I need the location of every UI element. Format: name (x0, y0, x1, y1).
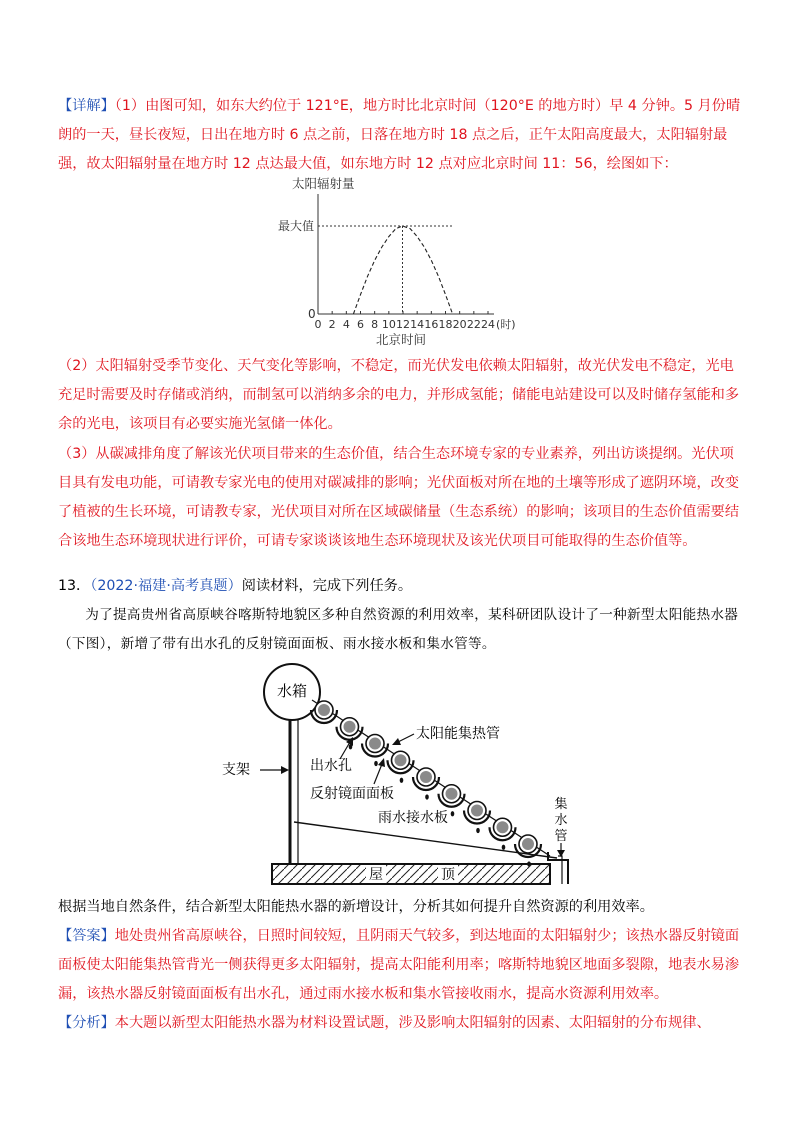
x-tick-label: 18 (438, 318, 453, 331)
x-tick-label: 12 (396, 318, 410, 331)
question-material: 为了提高贵州省高原峡谷喀斯特地貌区多种自然资源的利用效率，某科研团队设计了一种新型太阳能热水器（下图），新增了带有出水孔的反射镜面面板、雨水接水板和集水管等。 (58, 607, 739, 652)
collector-tube (413, 768, 439, 800)
roof-label-2: 顶 (441, 867, 455, 883)
solar-radiation-chart (272, 172, 532, 354)
mirror-panel-label: 反射镜面面板 (310, 786, 394, 802)
question-source: （2022·福建·高考真题） (90, 578, 242, 594)
x-unit-label: (时) (496, 318, 516, 331)
stand-label: 支架 (222, 762, 250, 778)
question-task: 根据当地自然条件，结合新型太阳能热水器的新增设计，分析其如何提升自然资源的利用效率。 (58, 899, 654, 915)
water-drop (476, 828, 480, 833)
x-tick-label: 6 (357, 318, 364, 331)
y-tick-label-max: 最大值 (278, 219, 315, 233)
collector-tube-label: 太阳能集热管 (416, 726, 500, 742)
water-drop (400, 778, 404, 783)
question-prompt: 阅读材料，完成下列任务。 (241, 578, 413, 594)
answer-tag: 【答案】 (58, 928, 115, 944)
x-tick-label: 2 (328, 318, 336, 331)
rain-board-label: 雨水接水板 (378, 810, 448, 826)
analysis-text: 本大题以新型太阳能热水器为材料设置试题，涉及影响太阳辐射的因素、太阳辐射的分布规律、 (114, 1015, 711, 1031)
pipe-label-3: 管 (554, 829, 568, 844)
chart-ylabel: 太阳辐射量 (292, 176, 355, 191)
x-tick-label: 8 (371, 318, 379, 331)
x-tick-label: 0 (314, 318, 322, 331)
roof-label-1: 屋 (369, 867, 383, 883)
detail-text-1: （1）由图可知，如东大约位于 121°E，地方时比北京时间（120°E 的地方时）早 4 分钟。5 月份晴朗的一天，昼长夜短，日出在地方时 6 点之前，日落在地方时 18 点之后，正午太阳高度最大，太阳辐射最强，故太阳辐射量在地方时 12 点达最大值，如东地方时 12 点对应北京时间 11：56，绘图如下： (58, 98, 741, 172)
detail-paragraph-2: （2）太阳辐射受季节变化、天气变化等影响，不稳定，而光伏发电依赖太阳辐射，故光伏发电不稳定，光电充足时需要及时存储或消纳，而制氢可以消纳多余的电力，并形成氢能；储能电站建设可以及时储存氢能和多余的光电，该项目有必要实施光氢储一体化。 (58, 358, 740, 432)
solar-water-heater-diagram (212, 662, 580, 892)
water-drop (425, 794, 429, 799)
x-tick-label: 22 (466, 318, 481, 331)
detail-tag: 【详解】 (58, 98, 115, 114)
mirror-panel-arrow (374, 764, 382, 784)
pipe-label-1: 集 (554, 797, 568, 812)
x-tick-label: 10 (381, 318, 396, 331)
answer-paragraph (58, 922, 748, 1009)
collector-tube (337, 718, 363, 750)
pipe-label-2: 水 (554, 813, 568, 828)
analysis-paragraph (58, 1009, 748, 1038)
question-header (58, 572, 748, 601)
x-tick-label: 20 (452, 318, 467, 331)
outlet-hole-arrow (340, 742, 350, 759)
detail-paragraph-3: （3）从碳减排角度了解该光伏项目带来的生态价值，结合生态环境专家的专业素养，列出访谈提纲。光伏项目具有发电功能，可请教专家光电的使用对碳减排的影响；光伏面板对所在地的土壤等形成了遮阴环境，改变了植被的生长环境，可请教专家，光伏项目对所在区域碳储量（生态系统）的影响；该项目的生态价值需要结合该地生态环境现状进行评价，可请专家谈谈该地生态环境现状及该光伏项目可能取得的生态价值等。 (58, 446, 740, 549)
analysis-tag: 【分析】 (58, 1015, 115, 1031)
x-tick-label: 16 (424, 318, 439, 331)
water-drop (502, 845, 506, 850)
outlet-hole-label: 出水孔 (310, 758, 352, 774)
detail-paragraph-1 (58, 92, 748, 179)
x-tick-label: 14 (410, 318, 425, 331)
collector-tube (388, 751, 414, 783)
roof (272, 864, 550, 884)
x-tick-label: 4 (342, 318, 350, 331)
collector-tube (515, 835, 541, 867)
question-number: 13． (58, 578, 91, 594)
collector-tube (464, 802, 490, 834)
water-drop (451, 811, 455, 816)
y-tick-label-zero: 0 (308, 307, 316, 321)
water-tank-label: 水箱 (276, 682, 308, 700)
chart-xlabel: 北京时间 (376, 332, 427, 347)
collector-tube (490, 818, 516, 850)
x-tick-label: 24 (481, 318, 495, 331)
collector-tube-arrow (398, 734, 414, 742)
answer-text: 地处贵州省高原峡谷，日照时间较短，且阴雨天气较多，到达地面的太阳辐射少；该热水器反射镜面面板使太阳能集热管背光一侧获得更多太阳辐射，提高太阳能利用率；喀斯特地貌区地面多裂隙，地表水易渗漏，该热水器反射镜面面板有出水孔，通过雨水接水板和集水管接收雨水，提高水资源利用效率。 (58, 928, 740, 1002)
water-drop (374, 761, 378, 766)
